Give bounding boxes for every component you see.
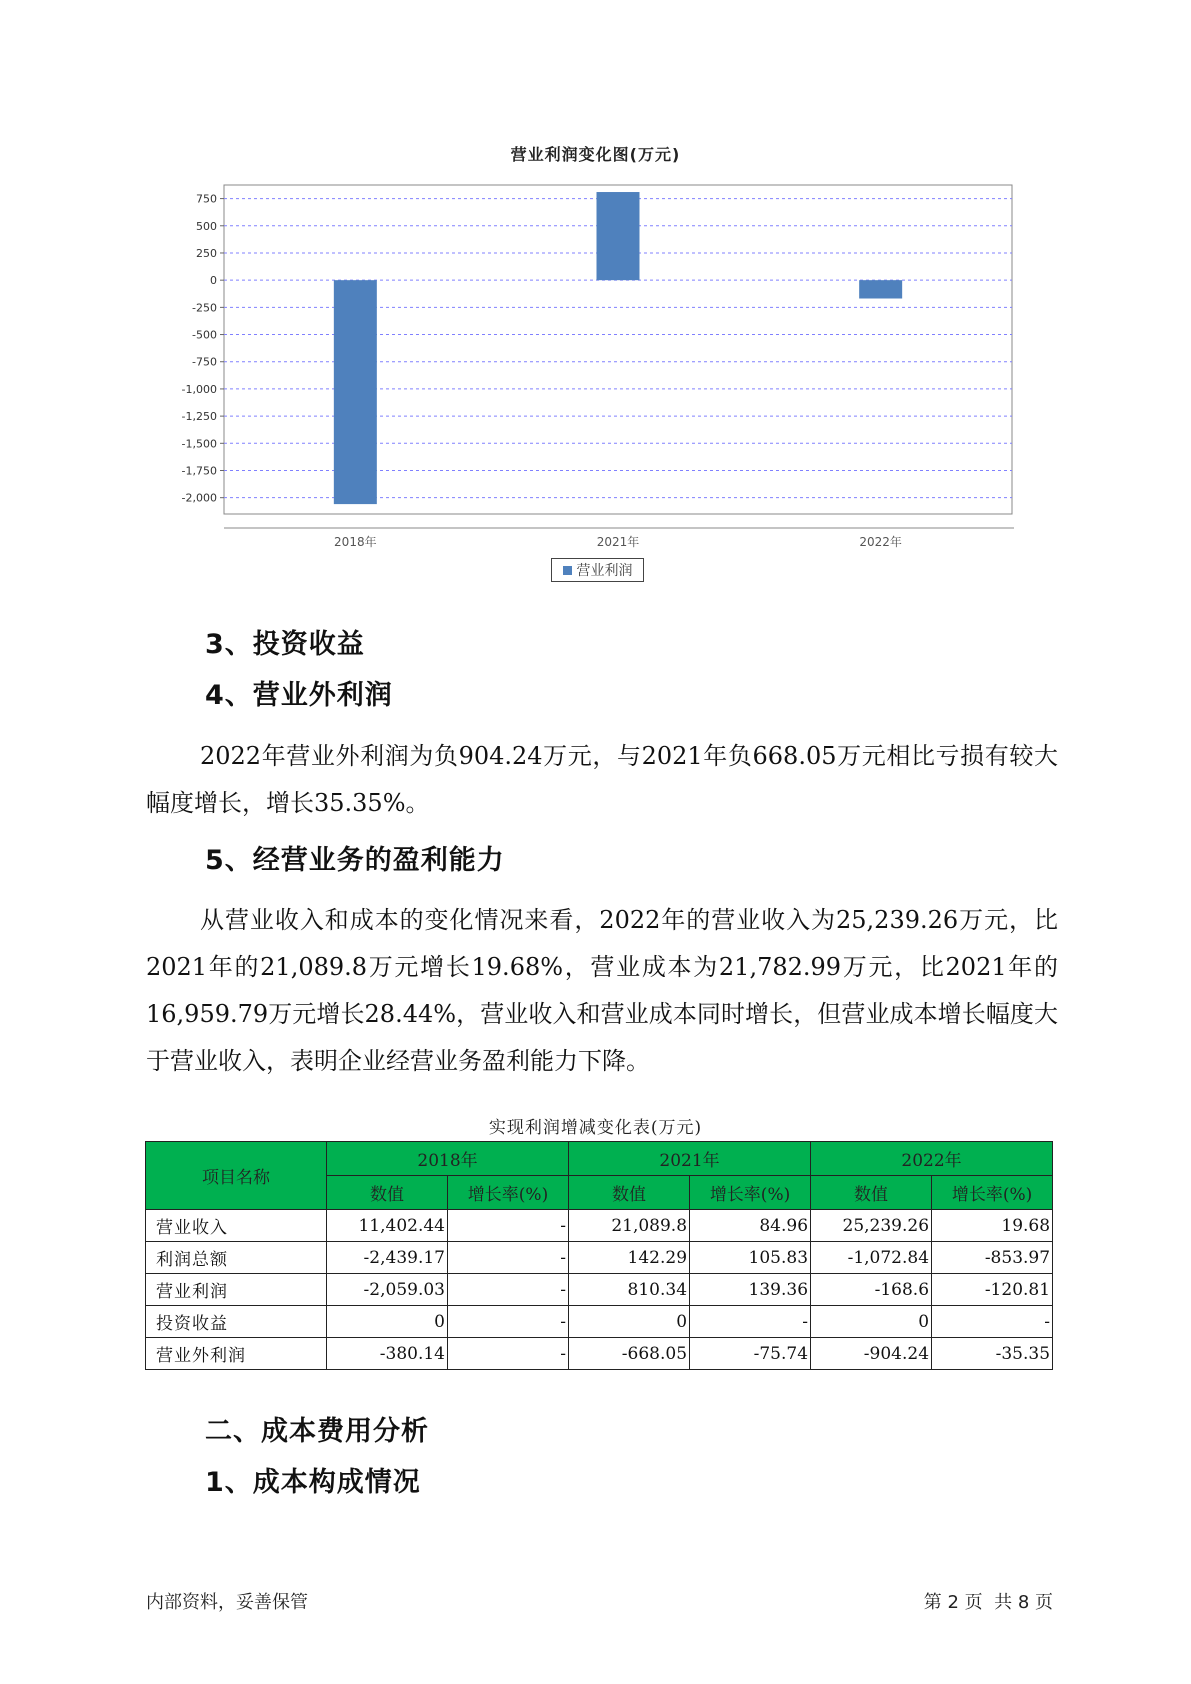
x-tick-label: 2018年 [334,535,377,549]
y-tick-label: -2,000 [181,491,217,505]
cell: 19.68 [932,1210,1053,1242]
cell: - [448,1306,569,1338]
cell: -1,072.84 [811,1242,932,1274]
cell: 0 [327,1306,448,1338]
cell: 0 [569,1306,690,1338]
cell: - [448,1274,569,1306]
cell: -120.81 [932,1274,1053,1306]
y-tick-label: -500 [192,328,217,342]
subheader-value: 数值 [569,1176,690,1210]
chart-legend [551,558,644,582]
row-label: 营业外利润 [146,1338,327,1370]
y-tick-label: 250 [196,246,217,260]
table-row [146,1210,1053,1242]
paragraph-non-operating-profit: 2022年营业外利润为负904.24万元，与2021年负668.05万元相比亏损有较大幅度增长，增长35.35%。 [146,742,1058,817]
heading-cost-analysis: 二、成本费用分析 [205,1416,429,1447]
cell: 25,239.26 [811,1210,932,1242]
cell: 810.34 [569,1274,690,1306]
cell: -853.97 [932,1242,1053,1274]
cell: 142.29 [569,1242,690,1274]
chart-title: 营业利润变化图(万元) [510,145,681,164]
table-row [146,1242,1053,1274]
heading-cost-composition: 1、成本构成情况 [205,1467,421,1498]
heading-business-profitability: 5、经营业务的盈利能力 [205,845,505,876]
cell: 105.83 [690,1242,811,1274]
y-tick-label: 750 [196,192,217,206]
subheader-value: 数值 [327,1176,448,1210]
cell: -168.6 [811,1274,932,1306]
cell: - [448,1210,569,1242]
x-tick-label: 2022年 [859,535,902,549]
y-tick-label: -1,750 [181,464,217,478]
cell: -35.35 [932,1338,1053,1370]
y-tick-label: -750 [192,355,217,369]
table-caption: 实现利润增减变化表(万元) [488,1118,703,1138]
table-row [146,1338,1053,1370]
y-tick-label: 0 [210,274,217,288]
heading-investment-income: 3、投资收益 [205,629,365,660]
subheader-growth-rate: 增长率(%) [690,1176,811,1210]
subheader-growth-rate: 增长率(%) [448,1176,569,1210]
y-tick-label: -1,250 [181,410,217,424]
operating-profit-chart [0,0,1191,560]
row-label: 投资收益 [146,1306,327,1338]
header-year-2022: 2022年 [811,1142,1053,1176]
row-label: 营业收入 [146,1210,327,1242]
bar-2022年 [859,280,902,298]
cell: -75.74 [690,1338,811,1370]
cell: -668.05 [569,1338,690,1370]
profit-change-table [145,1141,1053,1370]
y-tick-label: -1,000 [181,382,217,396]
cell: 11,402.44 [327,1210,448,1242]
x-tick-label: 2021年 [596,535,640,549]
cell: - [448,1242,569,1274]
table-row [146,1306,1053,1338]
cell: -2,059.03 [327,1274,448,1306]
subheader-value: 数值 [811,1176,932,1210]
bar-2018年 [334,280,377,504]
y-tick-label: 500 [196,219,217,233]
legend-label: 营业利润 [576,563,633,579]
cell: -2,439.17 [327,1242,448,1274]
cell: 0 [811,1306,932,1338]
table-row [146,1274,1053,1306]
footer-confidential-note: 内部资料，妥善保管 [146,1592,308,1613]
header-item-name: 项目名称 [146,1142,327,1210]
y-tick-label: -250 [192,301,217,315]
header-year-2021: 2021年 [569,1142,811,1176]
bar-2021年 [597,192,640,280]
cell: -904.24 [811,1338,932,1370]
cell: 139.36 [690,1274,811,1306]
cell: -380.14 [327,1338,448,1370]
cell: 84.96 [690,1210,811,1242]
row-label: 营业利润 [146,1274,327,1306]
header-year-2018: 2018年 [327,1142,569,1176]
legend-swatch [563,566,572,575]
paragraph-business-profitability: 从营业收入和成本的变化情况来看，2022年的营业收入为25,239.26万元，比2021年的21,089.8万元增长19.68%，营业成本为21,782.99万元，比2021年的16,959.79万元增长28.44%，营业收入和营业成本同时增长，但营业成本增长幅度大于营业收入，表明企业经营业务盈利能力下降。 [146,906,1058,1075]
row-label: 利润总额 [146,1242,327,1274]
heading-non-operating-profit: 4、营业外利润 [205,680,393,711]
y-tick-label: -1,500 [181,437,217,451]
cell: - [932,1306,1053,1338]
cell: - [690,1306,811,1338]
subheader-growth-rate: 增长率(%) [932,1176,1053,1210]
footer-page-number: 第 2 页 共 8 页 [923,1592,1053,1613]
cell: - [448,1338,569,1370]
cell: 21,089.8 [569,1210,690,1242]
